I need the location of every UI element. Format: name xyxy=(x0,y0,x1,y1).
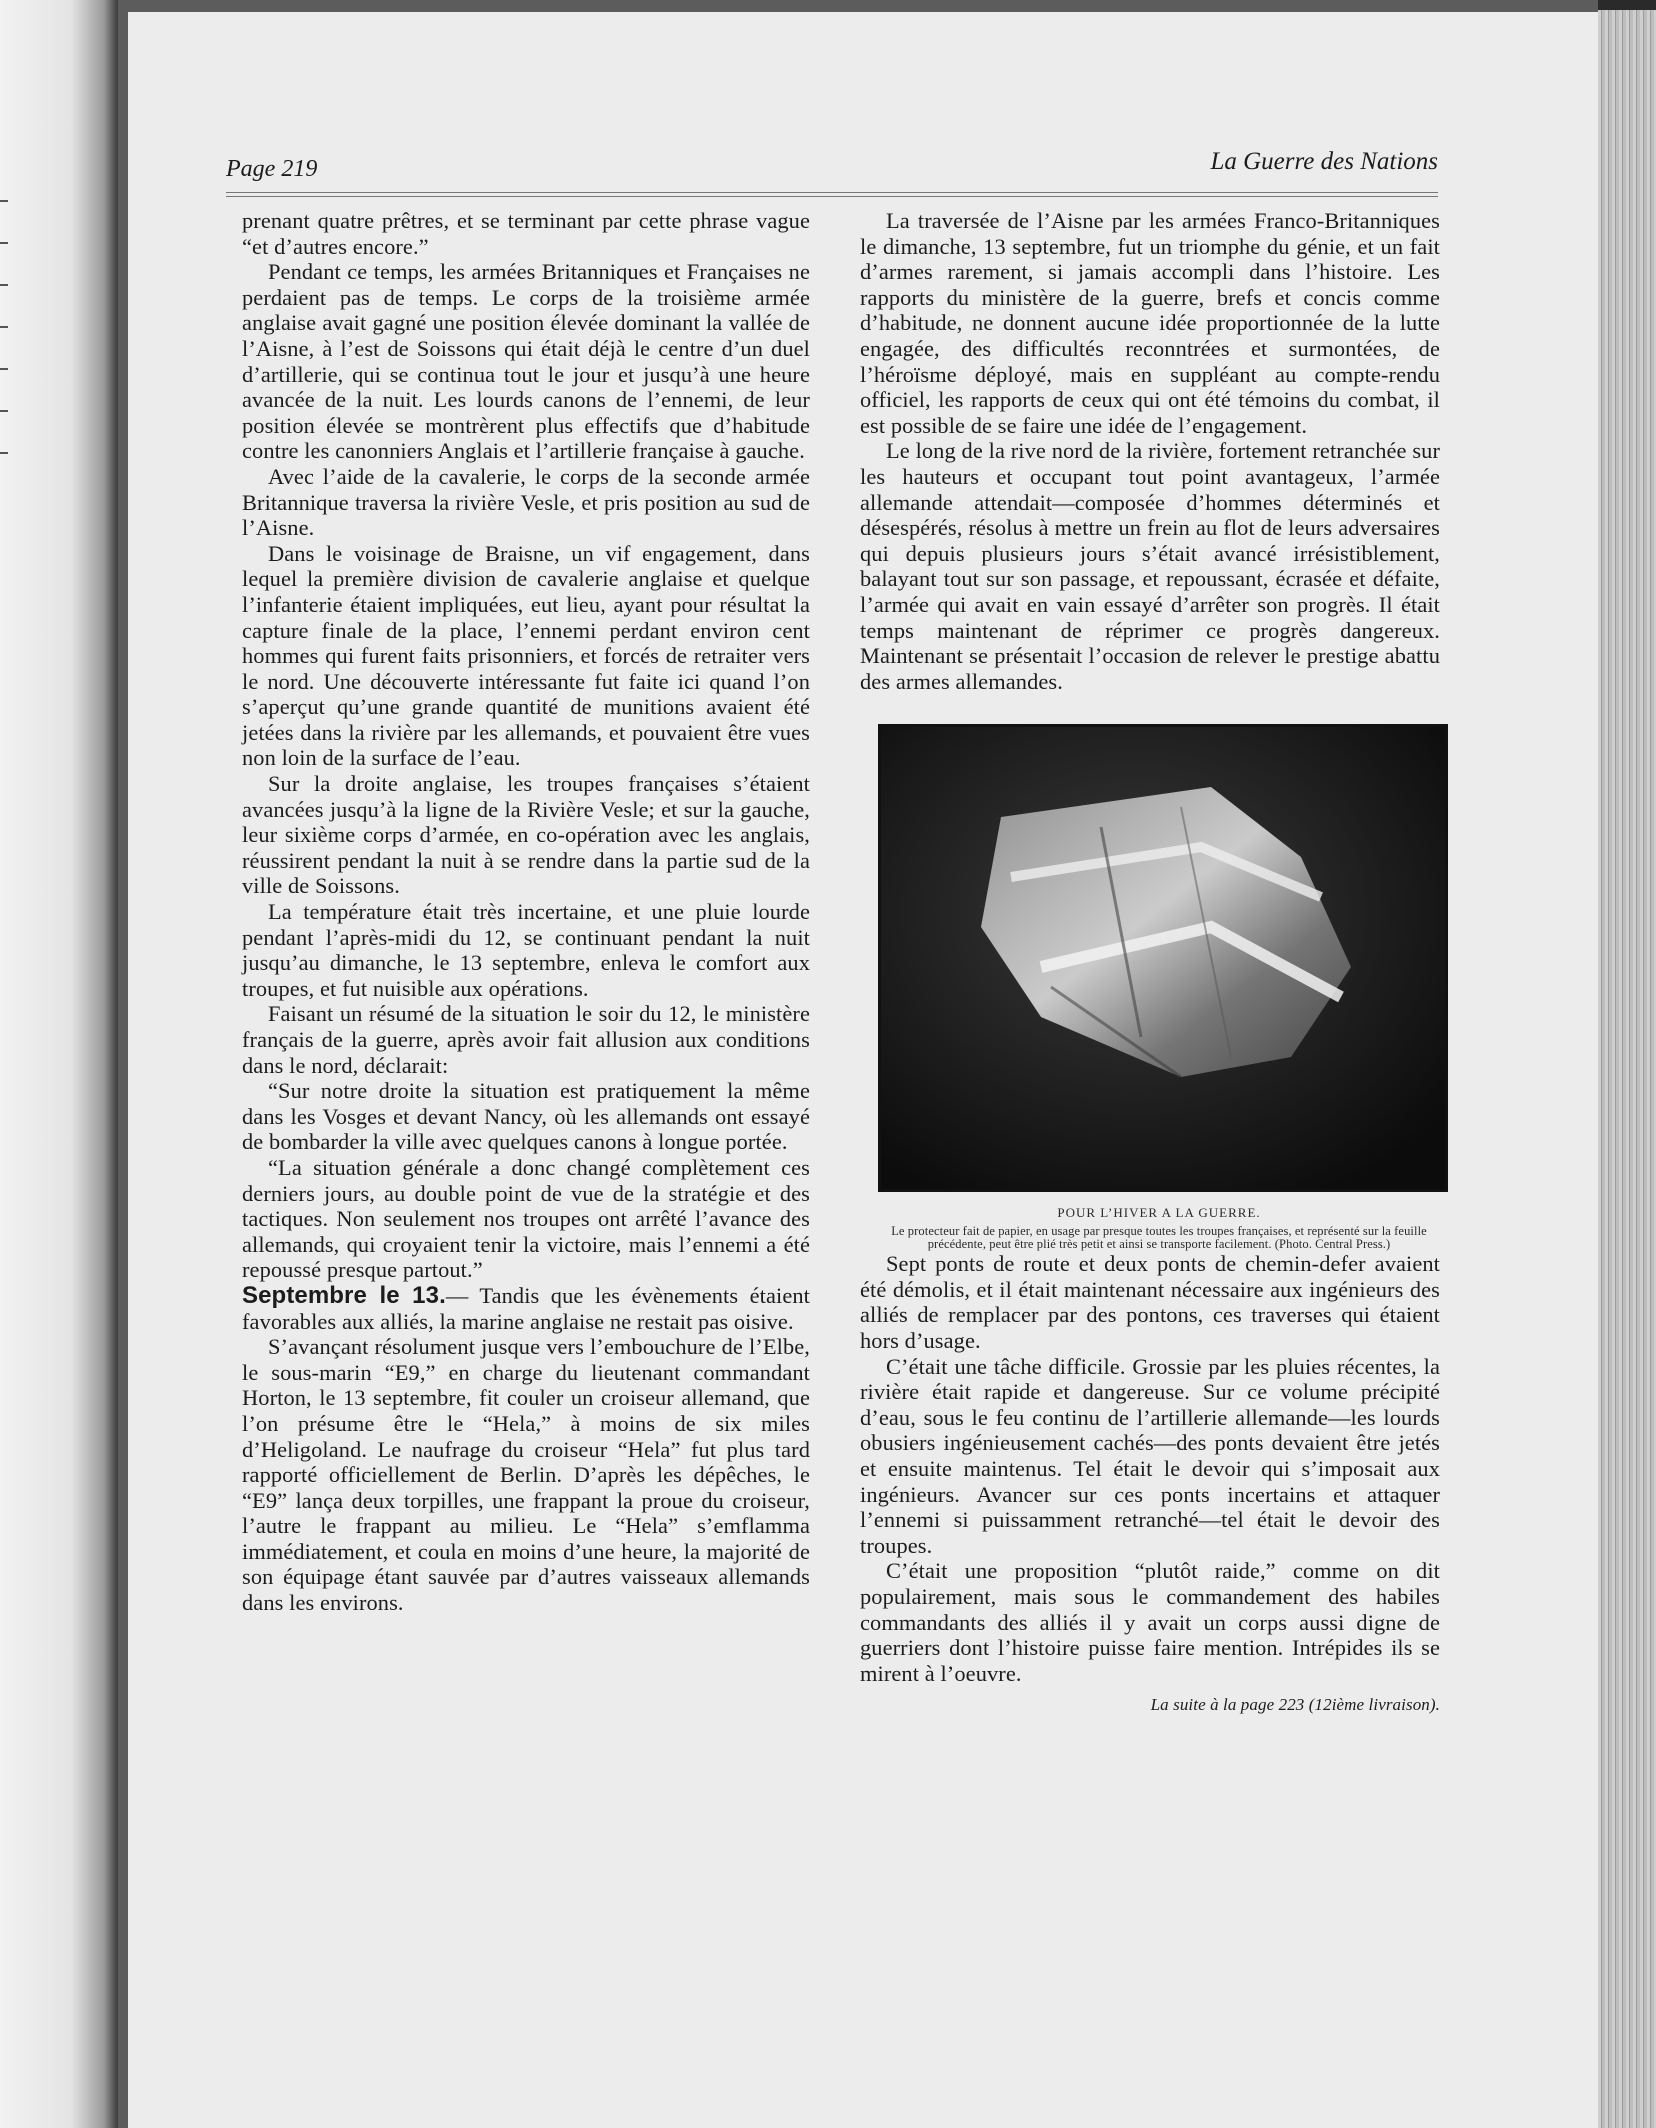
paragraph: prenant quatre prêtres, et se terminant par cette phrase vague “et d’autres encore.” xyxy=(242,208,810,259)
scan-left-margin xyxy=(0,0,118,2128)
section-intro xyxy=(242,1283,810,1334)
photo-figure xyxy=(860,724,1440,1251)
section-heading: Septembre le 13. xyxy=(242,1281,446,1309)
paragraph: Pendant ce temps, les armées Britanniques et Françaises ne perdaient pas de temps. Le corps de la troisième armée anglaise avait gagné une position élevée dominant la vallée de l’Aisne, à l’est de Soissons qui était déjà le centre d’un duel d’artillerie, qui se continua tout le jour et jusqu’à une heure avancée de la nuit. Les lourds canons de l’ennemi, de leur position élevée se montrèrent plus effectifs que d’habitude contre les canonniers Anglais et l’artillerie française à gauche. xyxy=(242,259,810,464)
paragraph: Sur la droite anglaise, les troupes françaises s’étaient avancées jusqu’à la ligne de la Rivière Vesle; et sur la gauche, leur sixième corps d’armée, en co-opération avec les anglais, réussirent pendant la nuit à se rendre dans la partie sud de la ville de Soissons. xyxy=(242,771,810,899)
paper-protector-photo xyxy=(881,727,1445,1189)
section-lead: — Tandis que les évènements étaient favorables aux alliés, la marine anglaise ne restait pas oisive. xyxy=(242,1282,810,1334)
quote-paragraph: “La situation générale a donc changé complètement ces derniers jours, au double point de vue de la stratégie et des tactiques. Non seulement nos troupes ont arrêté l’avance des allemands, qui croyaient tenir la victoire, mais l’ennemi a été repoussé presque partout.” xyxy=(242,1154,810,1283)
paragraph: C’était une tâche difficile. Grossie par les pluies récentes, la rivière était rapide et dangereuse. Sur ce volume précipité d’eau, sous le feu continu de l’artillerie allemande—les lourds obusiers ingénieusement cachés—des ponts devaient être jetés et ensuite maintenus. Tel était le devoir qui s’imposait aux ingénieurs. Avancer sur ces ponts incertains et attaquer l’ennemi si puissamment retranché—tel était le devoir des troupes. xyxy=(860,1353,1440,1558)
page-edges xyxy=(1598,10,1656,2128)
photograph xyxy=(878,724,1448,1192)
paragraph: Avec l’aide de la cavalerie, le corps de la seconde armée Britannique traversa la rivière Vesle, et pris position au sud de l’Aisne. xyxy=(242,463,810,541)
paragraph: S’avançant résolument jusque vers l’embouchure de l’Elbe, le sous-marin “E9,” en charge du lieutenant commandant Horton, le 13 septembre, fit couler un croiseur allemand, que l’on présume être le “Hela,” à moins de six miles d’Heligoland. Le naufrage du croiseur “Hela” fut plus tard rapporté officiellement de Berlin. D’après les dépêches, le “E9” lança deux torpilles, une frappant la proue du croiseur, l’autre le frappant au milieu. Le “Hela” s’emflamma immédiatement, et coula en moins d’une heure, la majorité de son équipage étant sauvée par d’autres vaisseaux allemands dans les environs. xyxy=(242,1334,810,1616)
page-number: Page 219 xyxy=(226,156,318,182)
running-head xyxy=(226,148,1438,188)
caption-text: Le protecteur fait de papier, en usage par presque toutes les troupes françaises, et représenté sur la feuille précédente, peut être plié très petit et ainsi se transporte facilement. (Photo. Central Press.) xyxy=(891,1224,1427,1252)
publication-title: La Guerre des Nations xyxy=(1210,148,1438,175)
header-rule-double xyxy=(226,196,1438,197)
paragraph: La température était très incertaine, et une pluie lourde pendant l’après-midi du 12, se continuant pendant la nuit jusqu’au dimanche, le 13 septembre, enleva le comfort aux troupes, et fut nuisible aux opérations. xyxy=(242,899,810,1001)
scan-artifact xyxy=(0,160,8,460)
left-column xyxy=(242,208,810,1616)
paragraph: Sept ponts de route et deux ponts de chemin-defer avaient été démolis, et il était maintenant nécessaire aux ingénieurs des alliés de remplacer par des pontons, ces traverses qui étaient hors d’usage. xyxy=(860,1251,1440,1354)
paragraph: Le long de la rive nord de la rivière, fortement retranchée sur les hauteurs et occupant tout point avantageux, l’armée allemande attendait—composée d’hommes déterminés et désespérés, résolus à mettre un frein au flot de leurs adversaires qui depuis plusieurs jours s’était avancé irrésistiblement, balayant tout sur son passage, et repoussant, écrasée et défaite, l’armée qui avait en vain essayé d’arrêter son progrès. Il était temps maintenant de réprimer ce progrès dangereux. Maintenant se présentait l’occasion de relever le prestige abattu des armes allemandes. xyxy=(860,438,1440,694)
right-column xyxy=(860,208,1440,1718)
paragraph: Dans le voisinage de Braisne, un vif engagement, dans lequel la première division de cavalerie anglaise et quelque l’infanterie étaient impliquées, eut lieu, ayant pour résultat la capture finale de la place, l’ennemi perdant environ cent hommes qui furent faits prisonniers, et forcés de retraiter vers le nord. Une découverte intéressante fut faite ici quand l’on s’aperçut qu’une grande quantité de munitions avaient été jetées dans la rivière par les allemands, et pouvaient être vues non loin de la surface de l’eau. xyxy=(242,540,810,771)
header-rule xyxy=(226,192,1438,193)
paragraph: La traversée de l’Aisne par les armées Franco-Britanniques le dimanche, 13 septembre, fut un triomphe du génie, et un fait d’armes rarement, si jamais accompli dans l’histoire. Les rapports du ministère de la guerre, brefs et concis comme d’habitude, ne donnent aucune idée proportionnée de la lutte engagée, des difficultés reconntrées et surmontées, de l’héroïsme déployé, mais en suppléant au compte-rendu officiel, les rapports de ceux qui ont été témoins du combat, il est possible de se faire une idée de l’engagement. xyxy=(860,208,1440,438)
paragraph: Faisant un résumé de la situation le soir du 12, le ministère français de la guerre, après avoir fait allusion aux conditions dans le nord, déclarait: xyxy=(242,1001,810,1078)
photo-caption xyxy=(878,1206,1440,1251)
continued-note: La suite à la page 223 (12ième livraison). xyxy=(1150,1695,1440,1715)
quote-paragraph: “Sur notre droite la situation est pratiquement la même dans les Vosges et devant Nancy, où les allemands ont essayé de bombarder la ville avec quelques canons à longue portée. xyxy=(242,1078,810,1155)
paragraph: C’était une proposition “plutôt raide,” comme on dit populairement, mais sous le commandement des habiles commandants des alliés il y avait un corps aussi digne de guerriers dont l’histoire puisse faire mention. Intrépides ils se mirent à l’oeuvre. xyxy=(860,1558,1440,1686)
caption-title: POUR L’HIVER A LA GUERRE. xyxy=(1057,1205,1261,1221)
